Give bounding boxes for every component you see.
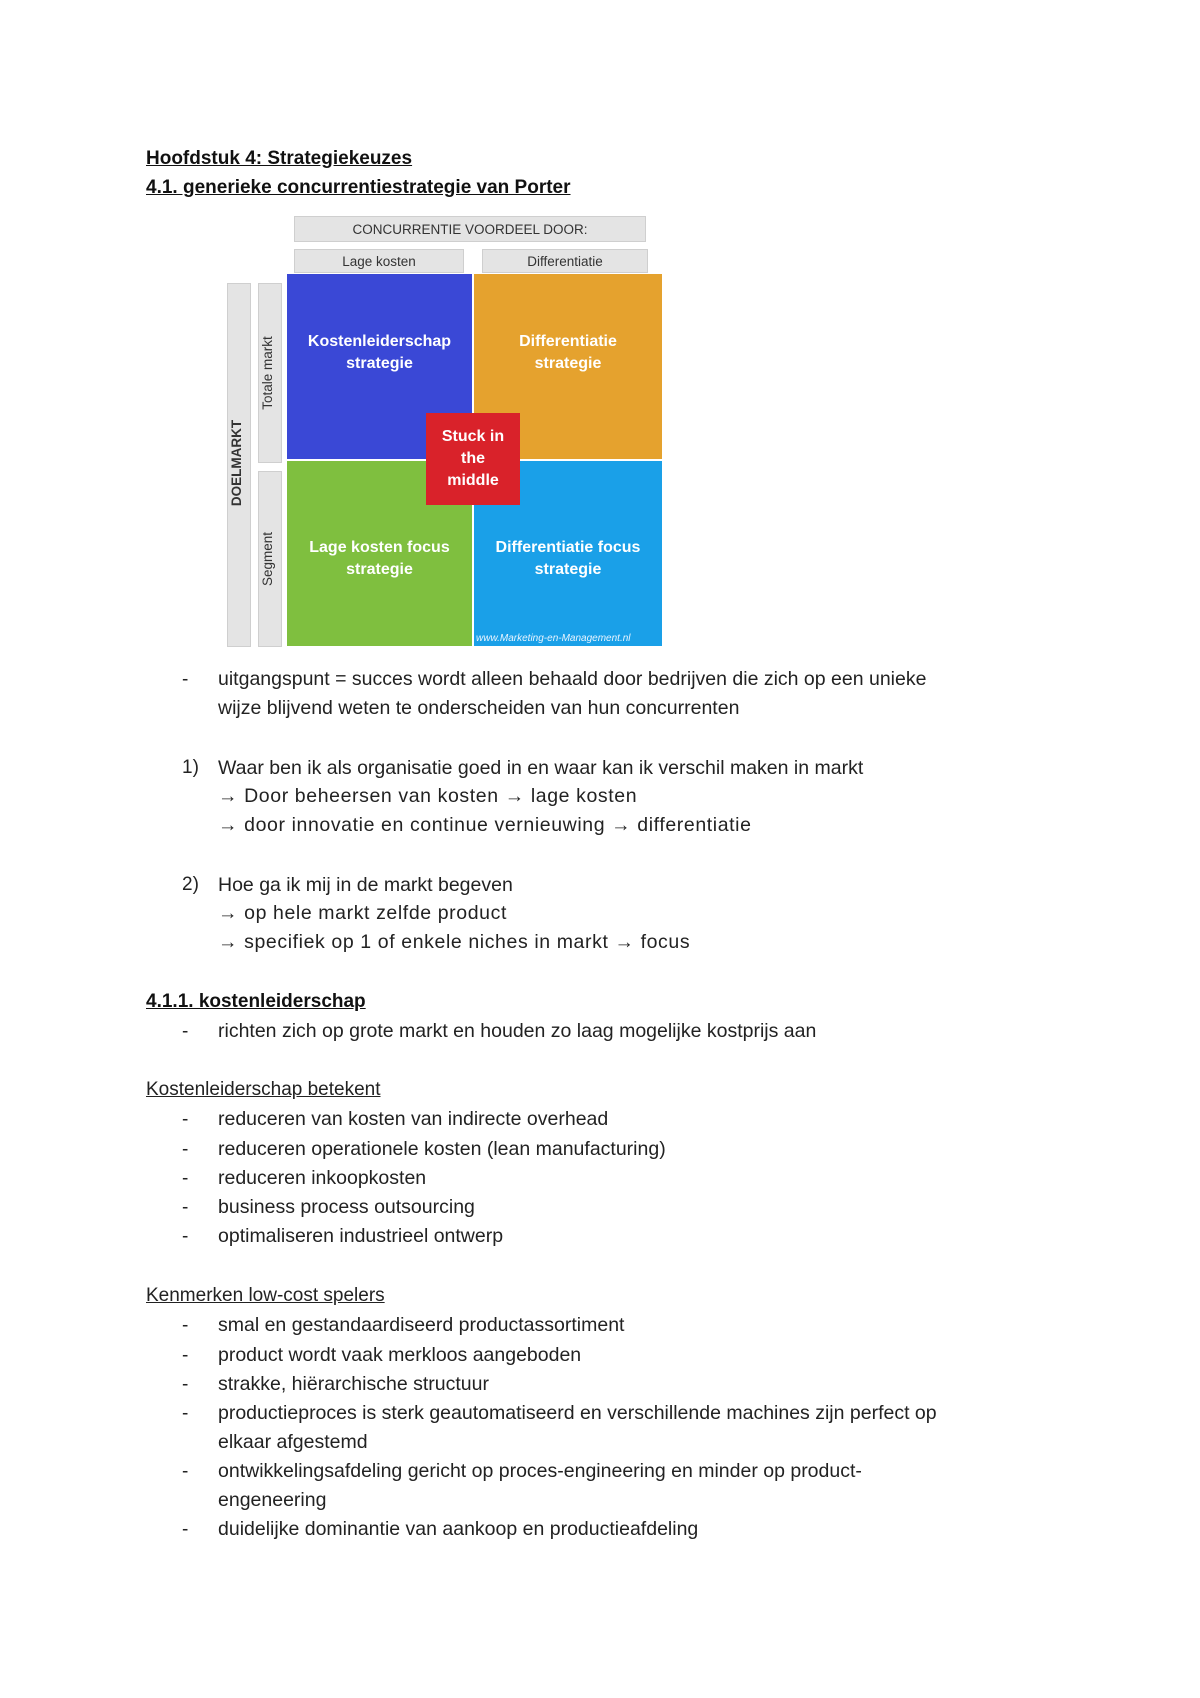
stuck-in-the-middle: Stuck in the middle [426, 413, 520, 505]
list1-item: reduceren van kosten van indirecte overhead [218, 1108, 609, 1130]
diagram-row-total: Totale markt [260, 336, 275, 410]
list2-item: duidelijke dominantie van aankoop en productieafdeling [218, 1518, 699, 1540]
bullet-dash: - [182, 1226, 189, 1247]
list2-title: Kenmerken low-cost spelers [146, 1285, 385, 1306]
list2-item: ontwikkelingsafdeling gericht op proces-engineering en minder op product- [218, 1460, 862, 1482]
q1-sub-2: → door innovatie en continue vernieuwing → differentiatie [218, 814, 752, 836]
bullet-dash: - [182, 1021, 189, 1042]
diagram-row-segment: Segment [260, 531, 275, 587]
subsection-bullet: richten zich op grote markt en houden zo laag mogelijke kostprijs aan [218, 1020, 817, 1042]
diagram-watermark: www.Marketing-en-Management.nl [476, 633, 631, 644]
list2-item-continued: engeneering [218, 1489, 327, 1511]
q1-number: 1) [182, 757, 199, 778]
diagram-row-axis: DOELMARKT [229, 419, 244, 507]
list2-item: smal en gestandaardiseerd productassortiment [218, 1314, 625, 1336]
chapter-heading: Hoofdstuk 4: Strategiekeuzes [146, 148, 413, 169]
intro-bullet-line-2: wijze blijvend weten te onderscheiden van hun concurrenten [218, 697, 740, 719]
bullet-dash: - [182, 1109, 189, 1130]
q1-sub-1: → Door beheersen van kosten → lage kosten [218, 785, 638, 807]
bullet-dash: - [182, 1519, 189, 1540]
quadrant-differentiation-focus: Differentiatie focus strategie [474, 461, 662, 646]
bullet-dash: - [182, 1461, 189, 1482]
q2-text: Hoe ga ik mij in de markt begeven [218, 874, 513, 896]
list1-item: optimaliseren industrieel ontwerp [218, 1225, 504, 1247]
bullet-dash: - [182, 669, 189, 690]
intro-bullet-line-1: uitgangspunt = succes wordt alleen behaald door bedrijven die zich op een unieke [218, 668, 927, 690]
q2-number: 2) [182, 874, 199, 895]
quadrant-differentiation: Differentiatie strategie [474, 274, 662, 459]
quadrant-low-cost-focus: Lage kosten focus strategie [287, 461, 472, 646]
q2-sub-1: → op hele markt zelfde product [218, 902, 507, 924]
bullet-dash: - [182, 1403, 189, 1424]
q2-sub-2: → specifiek op 1 of enkele niches in markt → focus [218, 931, 691, 953]
bullet-dash: - [182, 1345, 189, 1366]
diagram-col-low-cost: Lage kosten [294, 249, 464, 273]
porter-diagram [222, 213, 662, 646]
diagram-top-header: CONCURRENTIE VOORDEEL DOOR: [294, 216, 646, 242]
list2-item: product wordt vaak merkloos aangeboden [218, 1344, 582, 1366]
list1-item: reduceren inkoopkosten [218, 1167, 427, 1189]
list2-item: productieproces is sterk geautomatiseerd en verschillende machines zijn perfect op [218, 1402, 937, 1424]
quadrant-cost-leadership: Kostenleiderschap strategie [287, 274, 472, 459]
section-heading: 4.1. generieke concurrentiestrategie van Porter [146, 177, 571, 198]
bullet-dash: - [182, 1139, 189, 1160]
list2-item-continued: elkaar afgestemd [218, 1431, 368, 1453]
q1-text: Waar ben ik als organisatie goed in en waar kan ik verschil maken in markt [218, 757, 864, 779]
bullet-dash: - [182, 1168, 189, 1189]
bullet-dash: - [182, 1374, 189, 1395]
list1-title: Kostenleiderschap betekent [146, 1079, 381, 1100]
bullet-dash: - [182, 1315, 189, 1336]
list2-item: strakke, hiërarchische structuur [218, 1373, 489, 1395]
diagram-col-differentiation: Differentiatie [482, 249, 648, 273]
list1-item: reduceren operationele kosten (lean manufacturing) [218, 1138, 666, 1160]
bullet-dash: - [182, 1197, 189, 1218]
subsection-heading: 4.1.1. kostenleiderschap [146, 991, 366, 1012]
list1-item: business process outsourcing [218, 1196, 475, 1218]
